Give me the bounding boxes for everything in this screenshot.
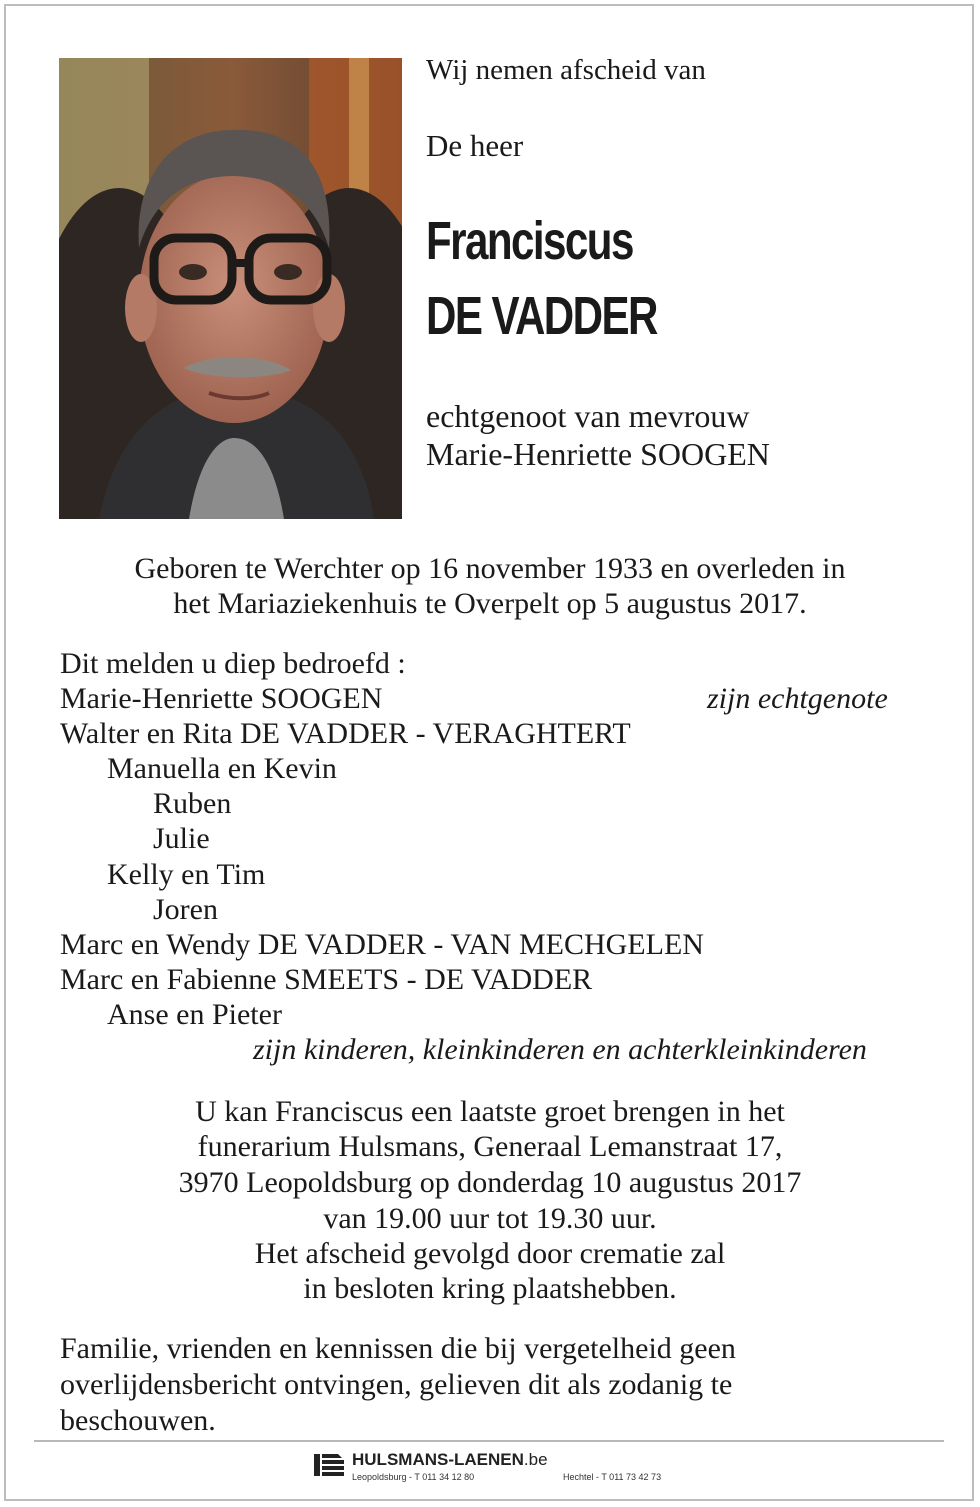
brand-domain: .be (523, 1450, 548, 1469)
children-role: zijn kinderen, kleinkinderen en achterkleinkinderen (253, 1033, 867, 1066)
closing-line: beschouwen. (60, 1404, 216, 1437)
mourner-entry: Marc en Wendy DE VADDER - VAN MECHGELEN (60, 928, 704, 961)
mourner-entry: Marie-Henriette SOOGEN (60, 682, 383, 715)
mourner-entry: Joren (153, 893, 218, 926)
spouse-role: zijn echtgenote (707, 682, 888, 715)
phone-leopoldsburg: Leopoldsburg - T 011 34 12 80 (352, 1472, 475, 1482)
spouse-line-2: Marie-Henriette SOOGEN (426, 436, 770, 472)
deceased-first-name: Franciscus (426, 211, 633, 271)
visitation-line: in besloten kring plaatshebben. (303, 1272, 677, 1305)
funeral-home-brand (352, 1450, 548, 1470)
deceased-last-name: DE VADDER (426, 286, 657, 346)
spouse-line-1: echtgenoot van mevrouw (426, 398, 750, 434)
mourner-entry: Julie (153, 822, 210, 855)
birth-death-line-1: Geboren te Werchter op 16 november 1933 en overleden in (134, 552, 846, 585)
mourners-heading: Dit melden u diep bedroefd : (60, 647, 406, 680)
footer-divider (34, 1440, 944, 1442)
portrait-illustration (59, 58, 402, 519)
visitation-line: Het afscheid gevolgd door crematie zal (254, 1237, 726, 1270)
visitation-line: U kan Franciscus een laatste groet brengen in het (195, 1095, 785, 1128)
mourner-entry: Manuella en Kevin (107, 752, 337, 785)
closing-line: overlijdensbericht ontvingen, gelieven dit als zodanig te (60, 1368, 733, 1401)
birth-death-line-2: het Mariaziekenhuis te Overpelt op 5 augustus 2017. (173, 587, 807, 620)
mourner-entry: Marc en Fabienne SMEETS - DE VADDER (60, 963, 593, 996)
mourner-entry: Walter en Rita DE VADDER - VERAGHTERT (60, 717, 631, 750)
portrait-photo (59, 58, 402, 519)
honorific: De heer (426, 128, 524, 163)
funeral-home-logo-icon (312, 1450, 346, 1483)
visitation-line: 3970 Leopoldsburg op donderdag 10 augustus 2017 (178, 1166, 802, 1199)
closing-line: Familie, vrienden en kennissen die bij vergetelheid geen (60, 1332, 736, 1365)
brand-name: HULSMANS-LAENEN (352, 1450, 524, 1469)
intro-text: Wij nemen afscheid van (426, 54, 706, 86)
visitation-line: van 19.00 uur tot 19.30 uur. (323, 1202, 657, 1235)
phone-hechtel: Hechtel - T 011 73 42 73 (563, 1472, 662, 1482)
visitation-line: funerarium Hulsmans, Generaal Lemanstraat 17, (197, 1130, 783, 1163)
mourner-entry: Kelly en Tim (107, 858, 266, 891)
mourner-entry: Ruben (153, 787, 232, 820)
mourner-entry: Anse en Pieter (107, 998, 282, 1031)
